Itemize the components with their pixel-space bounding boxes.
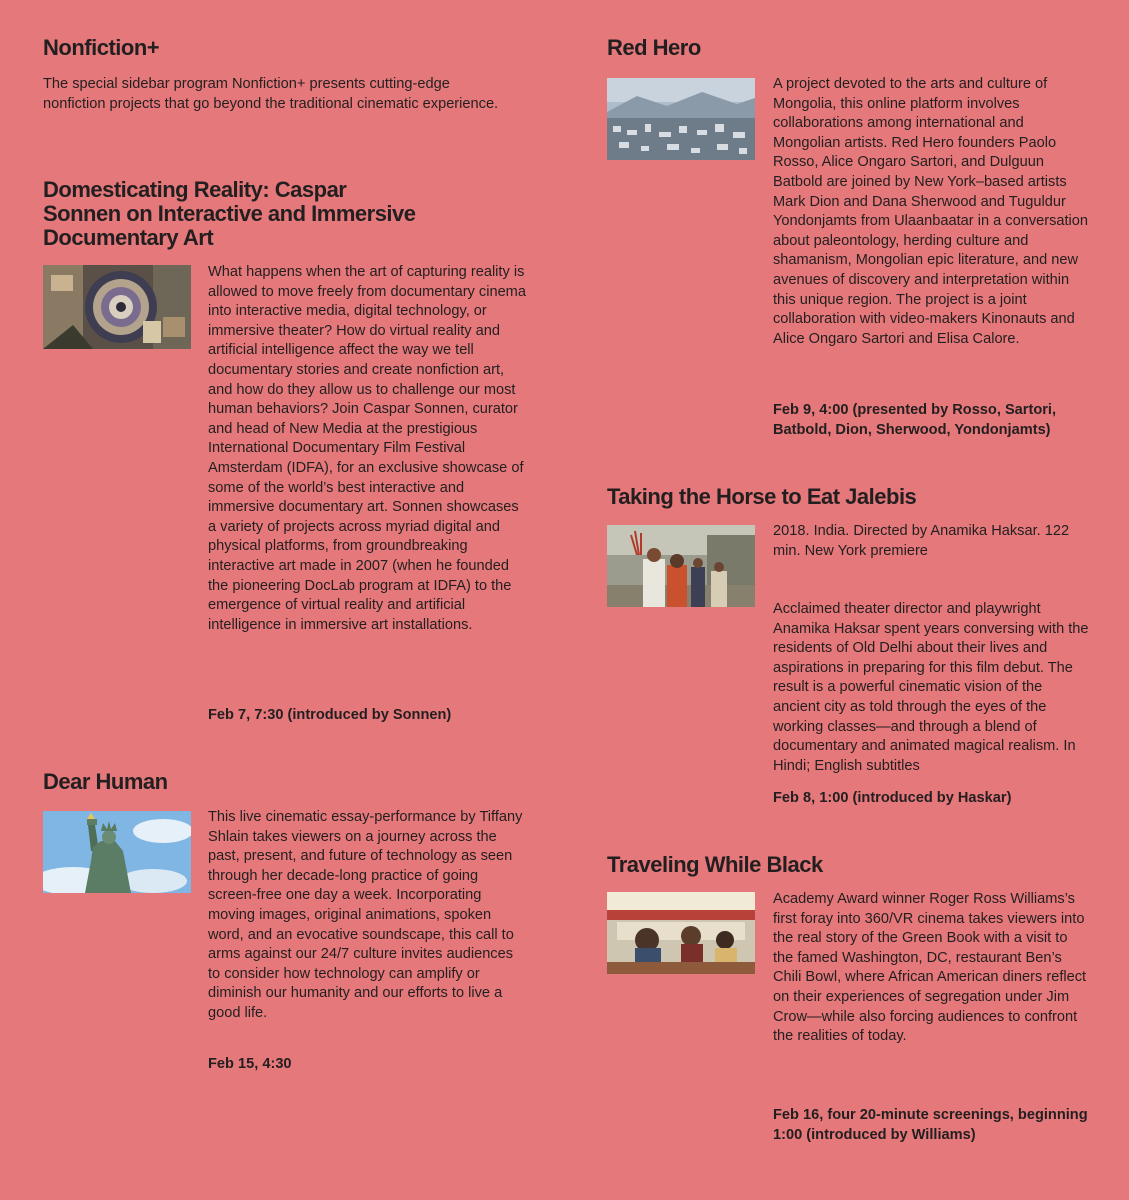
event-title-dear-human: Dear Human <box>43 769 168 794</box>
event-title-red-hero: Red Hero <box>607 35 701 60</box>
immersive-collage-image <box>43 265 191 349</box>
event-credits: 2018. India. Directed by Anamika Haksar. 122 min. New York premiere <box>773 523 1070 559</box>
diner-interior-image <box>607 892 755 974</box>
event-date: Feb 9, 4:00 (presented by Rosso, Sartori, Batbold, Dion, Sherwood, Yondonjamts) <box>773 402 1057 438</box>
street-scene-image <box>607 525 755 607</box>
event-date: Feb 16, four 20-minute screenings, beginning 1:00 (introduced by Williams) <box>773 1107 1088 1143</box>
event-description: This live cinematic essay-performance by Tiffany Shlain takes viewers on a journey across the past, present, and future of technology as seen through her decade-long practice of going screen-free one day a week. Incorporating moving images, original animations, spoken word, and an evocative soundscape, this call to arms against our 24/7 culture invites audiences to consider how technology can amplify or diminish our humanity and our efforts to live a good life. <box>208 809 523 1021</box>
title-line: Domesticating Reality: Caspar <box>43 177 347 202</box>
title-line: Documentary Art <box>43 225 214 250</box>
section-title: Nonfiction+ <box>43 35 160 60</box>
event-description: A project devoted to the arts and culture of Mongolia, this online platform involves collaborations among international and Mongolian artists. Red Hero founders Paolo Rosso, Alice Ongaro Sartori, and Dulguun Batbold are joined by New York–based artists Mark Dion and Dana Sherwood and Tuguldur Yondonjamts from Ulaanbaatar in a conversation about paleontology, herding culture and shamanism, Mongolian epic literature, and new avenues of discovery and interpretation within this unique region. The project is a joint collaboration with video-makers Kinonauts and Alice Ongaro Sartori and Elisa Calore. <box>773 76 1089 347</box>
event-title-traveling: Traveling While Black <box>607 852 823 877</box>
event-date: Feb 15, 4:30 <box>208 1056 292 1072</box>
event-description: Academy Award winner Roger Ross Williams’s first foray into 360/VR cinema takes viewers into the real story of the Green Book with a visit to the famed Washington, DC, restaurant Ben’s Chili Bowl, where African American diners reflect on their experiences of segregation under Jim Crow—while also forcing audiences to confront the realities of today. <box>773 891 1087 1045</box>
event-title-domesticating <box>43 178 533 250</box>
city-landscape-image <box>607 78 755 160</box>
statue-of-liberty-image <box>43 811 191 893</box>
event-description: Acclaimed theater director and playwright Anamika Haksar spent years conversing with the residents of Old Delhi about their lives and aspirations in preparing for this film debut. The result is a powerful cinematic vision of the ancient city as told through the eyes of the working classes—and through a blend of documentary and animated magical realism. In Hindi; English subtitles <box>773 601 1089 774</box>
event-description: What happens when the art of capturing reality is allowed to move freely from documentary cinema into interactive media, digital technology, or immersive theater? How do virtual reality and artificial intelligence affect the way we tell documentary stories and create nonfiction art, and how do they allow us to challenge our most human behaviors? Join Caspar Sonnen, curator and head of New Media at the prestigious International Documentary Film Festival Amsterdam (IDFA), for an exclusive showcase of some of the world’s best interactive and immersive documentary art. Sonnen showcases a variety of projects across myriad digital and physical platforms, from groundbreaking interactive art made in 2007 (when he founded the pioneering DocLab program at IDFA) to the emergence of virtual reality and artificial intelligence in immersive art installations. <box>208 264 526 633</box>
event-date: Feb 7, 7:30 (introduced by Sonnen) <box>208 707 452 723</box>
event-title-jalebis: Taking the Horse to Eat Jalebis <box>607 484 917 509</box>
title-line: Sonnen on Interactive and Immersive <box>43 201 416 226</box>
section-intro: The special sidebar program Nonfiction+ presents cutting-edge nonfiction projects that go beyond the traditional cinematic experience. <box>43 76 499 112</box>
event-date: Feb 8, 1:00 (introduced by Haskar) <box>773 790 1012 806</box>
